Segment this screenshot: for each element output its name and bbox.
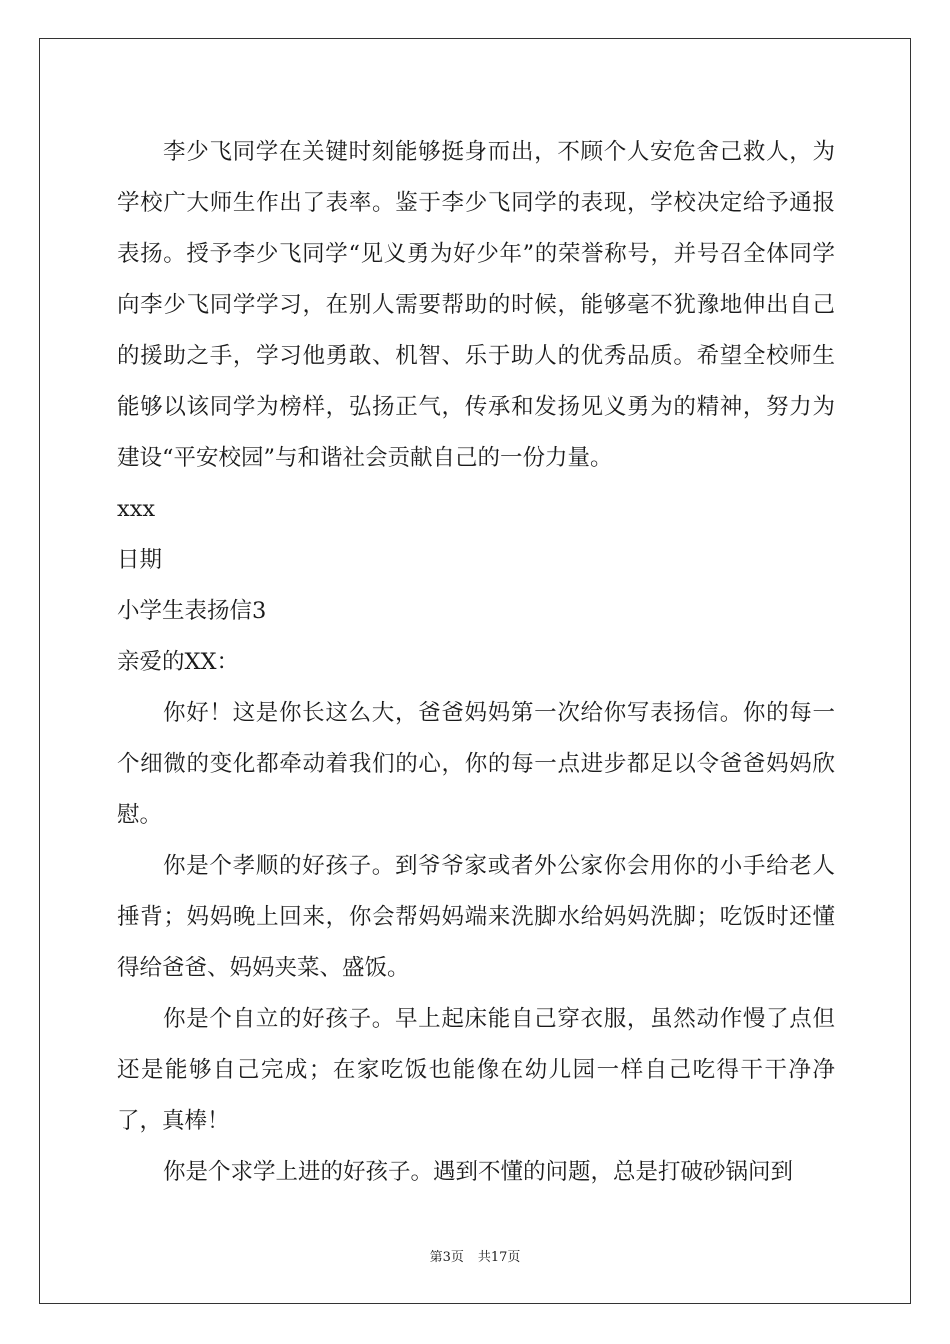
paragraph-independent: 你是个自立的好孩子。早上起床能自己穿衣服，虽然动作慢了点但还是能够自己完成；在家吃饭也能像在幼儿园一样自己吃得干干净净了，真棒！ (117, 1006, 835, 1134)
section-title: 小学生表扬信3 (117, 598, 267, 624)
page-footer (0, 1246, 950, 1265)
page-number: 第3页 (429, 1250, 464, 1265)
paragraph-commendation: 李少飞同学在关键时刻能够挺身而出，不顾个人安危舍己救人，为学校广大师生作出了表率。鉴于李少飞同学的表现，学校决定给予通报表扬。授予李少飞同学“见义勇为好少年”的荣誉称号，并号召全体同学向李少飞同学学习，在别人需要帮助的时候，能够毫不犹豫地伸出自己的援助之手，学习他勇敢、机智、乐于助人的优秀品质。希望全校师生能够以该同学为榜样，弘扬正气，传承和发扬见义勇为的精神，努力为建设“平安校园”与和谐社会贡献自己的一份力量。 (117, 139, 835, 471)
signature-date: 日期 (117, 547, 163, 573)
paragraph-filial: 你是个孝顺的好孩子。到爷爷家或者外公家你会用你的小手给老人捶背；妈妈晚上回来，你会帮妈妈端来洗脚水给妈妈洗脚；吃饭时还懂得给爸爸、妈妈夹菜、盛饭。 (117, 853, 835, 981)
document-body (117, 127, 835, 1198)
paragraph-greeting: 你好！这是你长这么大，爸爸妈妈第一次给你写表扬信。你的每一个细微的变化都牵动着我们的心，你的每一点进步都足以令爸爸妈妈欣慰。 (117, 700, 835, 828)
paragraph-studious: 你是个求学上进的好孩子。遇到不懂的问题，总是打破砂锅问到 (163, 1159, 794, 1185)
signature-name: xxx (117, 496, 156, 522)
page-total: 共17页 (477, 1250, 521, 1265)
salutation: 亲爱的XX： (117, 649, 240, 675)
